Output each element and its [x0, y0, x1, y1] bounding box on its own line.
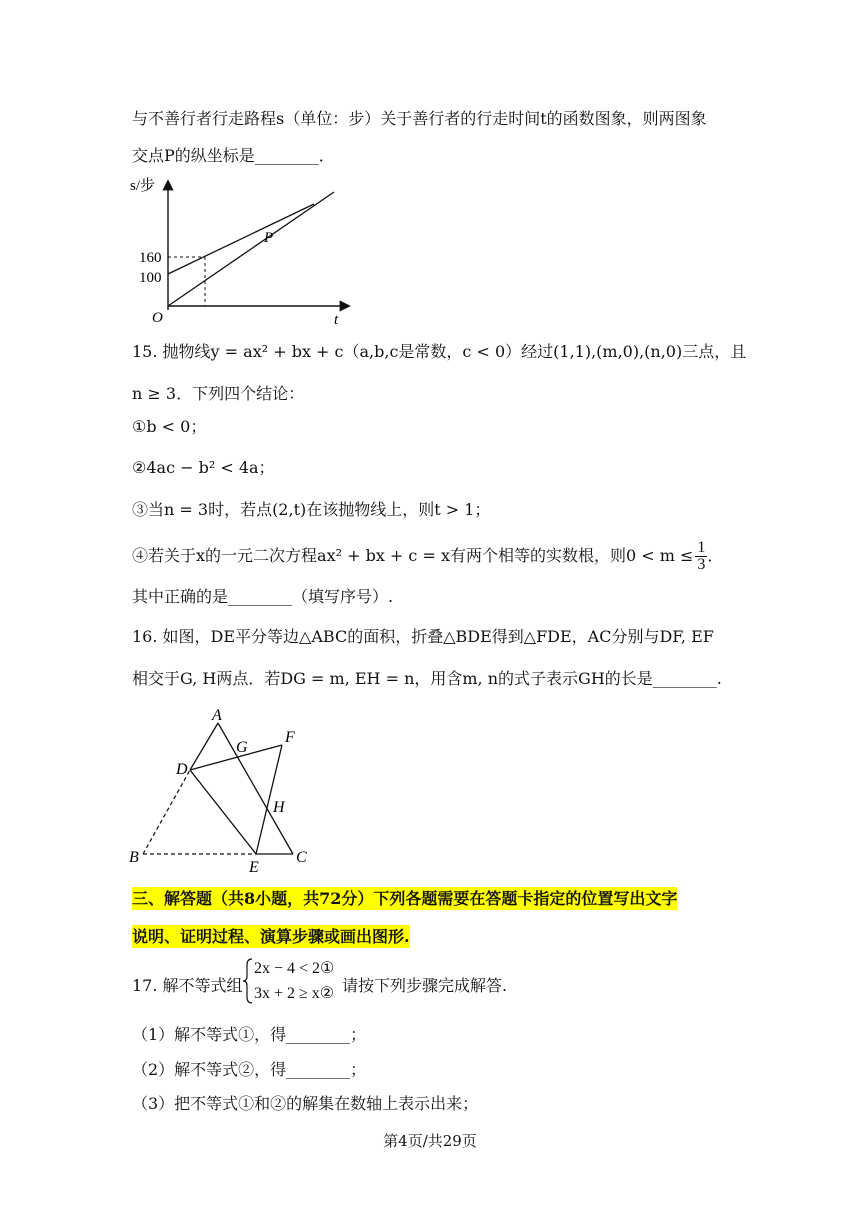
- distance-time-graph: [126, 176, 356, 326]
- q17-step-1: （1）解不等式①，得________；: [132, 1025, 367, 1044]
- label-d: D: [176, 761, 188, 778]
- section-3-heading-cont: [132, 926, 410, 948]
- label-b: B: [129, 849, 139, 866]
- x-axis-label: t: [334, 312, 339, 326]
- q15-conclusion-1: ①b < 0；: [132, 417, 207, 436]
- q16-line1: 16. 如图，DE平分等边△ABC的面积，折叠△BDE得到△FDE，AC分别与DF, EF: [132, 627, 714, 646]
- page-number: 第4页/共29页: [383, 1132, 477, 1150]
- q17-prefix: 17. 解不等式组: [132, 976, 243, 995]
- q15-conclusion-4: [132, 540, 723, 573]
- q17-step-3: （3）把不等式①和②的解集在数轴上表示出来；: [132, 1094, 479, 1113]
- label-h: H: [273, 799, 285, 816]
- side-ac: [218, 723, 293, 854]
- q15-conclusion-2: ②4ac − b² < 4a；: [132, 458, 275, 477]
- fold-de: [190, 770, 256, 854]
- q17-inequality-1: 2x − 4 < 2①: [254, 960, 335, 977]
- section-3-line1: 三、解答题（共8小题，共72分）下列各题需要在答题卡指定的位置写出文字: [132, 889, 678, 908]
- q17-inequality-2: 3x + 2 ≥ x②: [254, 985, 335, 1002]
- line-steep: [168, 192, 334, 306]
- label-f: F: [285, 729, 295, 746]
- q15-c4-suffix: ．: [707, 546, 724, 565]
- q17-suffix: 请按下列步骤完成解答.: [342, 976, 508, 995]
- label-c: C: [296, 849, 307, 866]
- q15-line1: 15. 抛物线y = ax² + bx + c（a,b,c是常数，c < 0）经过(1,1),(m,0),(n,0)三点，且: [132, 342, 747, 361]
- q14-line2: 交点P的纵坐标是________．: [132, 146, 335, 165]
- q15-answer: 其中正确的是________（填写序号）.: [132, 587, 394, 606]
- point-p-label: P: [264, 230, 274, 246]
- fraction-one-third: [695, 540, 707, 573]
- q15-conclusion-3: ③当n = 3时，若点(2,t)在该抛物线上，则t > 1；: [132, 500, 491, 519]
- q17-step-2: （2）解不等式②，得________；: [132, 1060, 367, 1079]
- q16-line2: 相交于G, H两点．若DG = m, EH = n，用含m, n的式子表示GH的长是________.: [132, 669, 722, 688]
- line-shallow: [168, 204, 314, 274]
- q15-c4-prefix: ④若关于x的一元二次方程ax² + bx + c = x有两个相等的实数根，则0 < m ≤: [132, 546, 694, 565]
- tick-160: 160: [139, 250, 162, 266]
- side-bd-dashed: [143, 770, 190, 854]
- triangle-fold-figure: [126, 706, 326, 874]
- fraction-numerator: 1: [697, 539, 706, 556]
- origin-label: O: [152, 310, 163, 326]
- label-e: E: [249, 859, 259, 874]
- tick-100: 100: [139, 270, 162, 286]
- y-axis-label: s/步: [130, 178, 156, 194]
- section-3-heading: [132, 888, 677, 910]
- label-a: A: [212, 707, 222, 724]
- label-g: G: [236, 739, 248, 756]
- q15-line2: n ≥ 3．下列四个结论：: [132, 384, 305, 403]
- q14-line1: 与不善行者行走路程s（单位：步）关于善行者的行走时间t的函数图象，则两图象: [132, 109, 707, 128]
- section-3-line2: 说明、证明过程、演算步骤或画出图形.: [132, 927, 410, 946]
- system-brace: [242, 958, 254, 1004]
- fraction-denominator: 3: [697, 556, 706, 573]
